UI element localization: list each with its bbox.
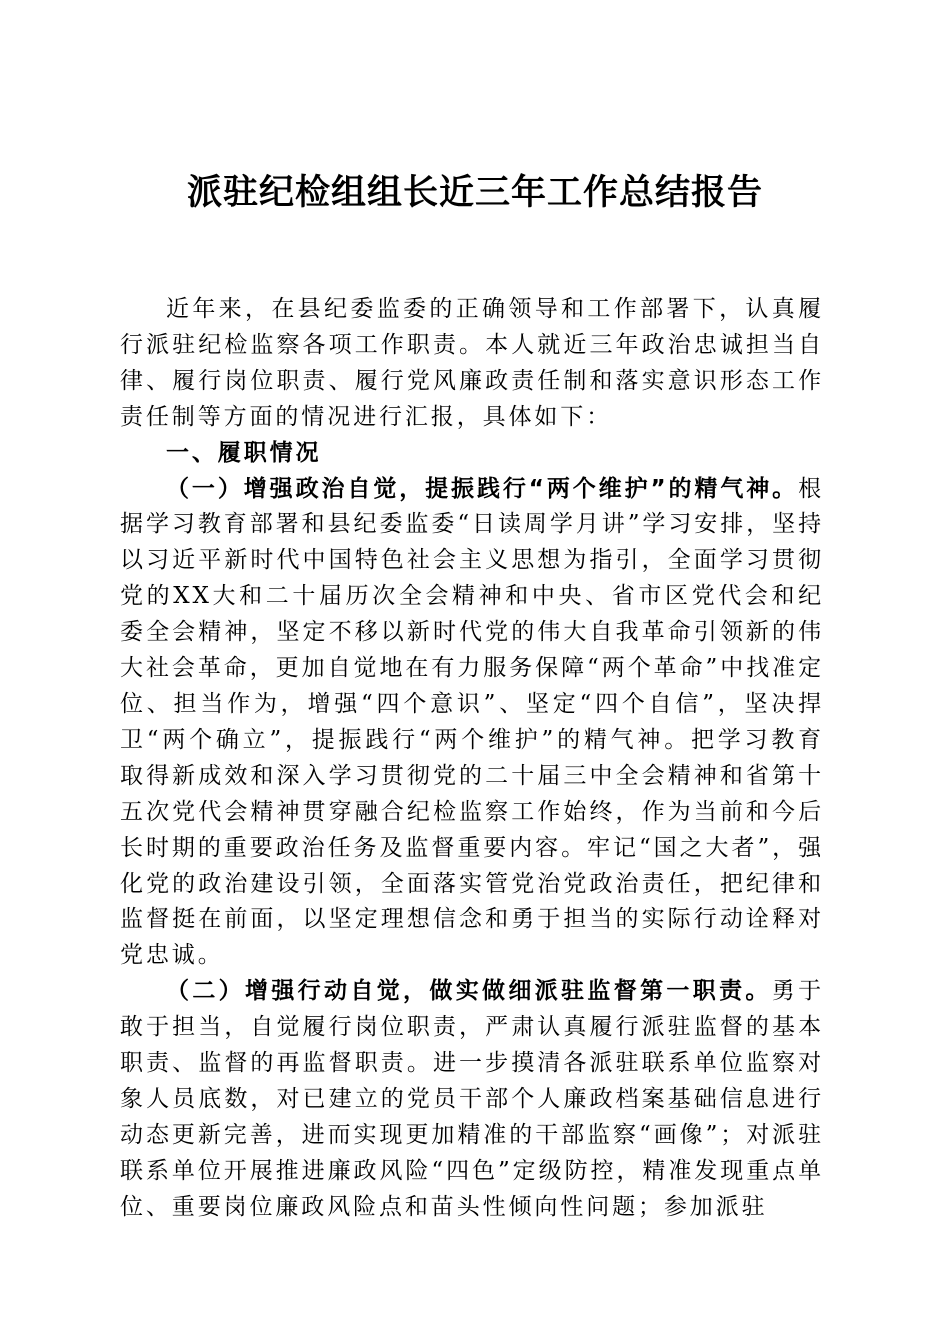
intro-paragraph: 近年来，在县纪委监委的正确领导和工作部署下，认真履行派驻纪检监察各项工作职责。本人就近三年政治忠诚担当自律、履行岗位职责、履行党风廉政责任制和落实意识形态工作责任制等方面的情况进行汇报，具体如下： (120, 296, 824, 430)
subsection-2-heading: （二）增强行动自觉，做实做细派驻监督第一职责。 (166, 978, 772, 1005)
subsection-2-body: 勇于敢于担当，自觉履行岗位职责，严肃认真履行派驻监督的基本职责、监督的再监督职责。进一步摸清各派驻联系单位监察对象人员底数，对已建立的党员干部个人廉政档案基础信息进行动态更新完善，进而实现更加精准的干部监察“画像”；对派驻联系单位开展推进廉政风险“四色”定级防控，精准发现重点单位、重要岗位廉政风险点和苗头性倾向性问题；参加派驻 (120, 978, 824, 1220)
subsection-1-body: 根据学习教育部署和县纪委监委“日读周学月讲”学习安排，坚持以习近平新时代中国特色社会主义思想为指引，全面学习贯彻党的XX大和二十届历次全会精神和中央、省市区党代会和纪委全会精神，坚定不移以新时代党的伟大自我革命引领新的伟大社会革命，更加自觉地在有力服务保障“两个革命”中找准定位、担当作为，增强“四个意识”、坚定“四个自信”，坚决捍卫“两个确立”，提振践行“两个维护”的精气神。把学习教育取得新成效和深入学习贯彻党的二十届三中全会精神和省第十五次党代会精神贯穿融合纪检监察工作始终，作为当前和今后长时期的重要政治任务及监督重要内容。牢记“国之大者”，强化党的政治建设引领，全面落实管党治党政治责任，把纪律和监督挺在前面，以坚定理想信念和勇于担当的实际行动诠释对党忠诚。 (120, 475, 824, 969)
document-title: 派驻纪检组组长近三年工作总结报告 (186, 172, 763, 213)
document-body (120, 292, 824, 1226)
subsection-2-paragraph (120, 974, 824, 1225)
section-heading: 一、履职情况 (166, 439, 322, 466)
subsection-1-paragraph (120, 472, 824, 975)
subsection-1-heading: （一）增强政治自觉，提振践行“两个维护”的精气神。 (166, 475, 799, 502)
